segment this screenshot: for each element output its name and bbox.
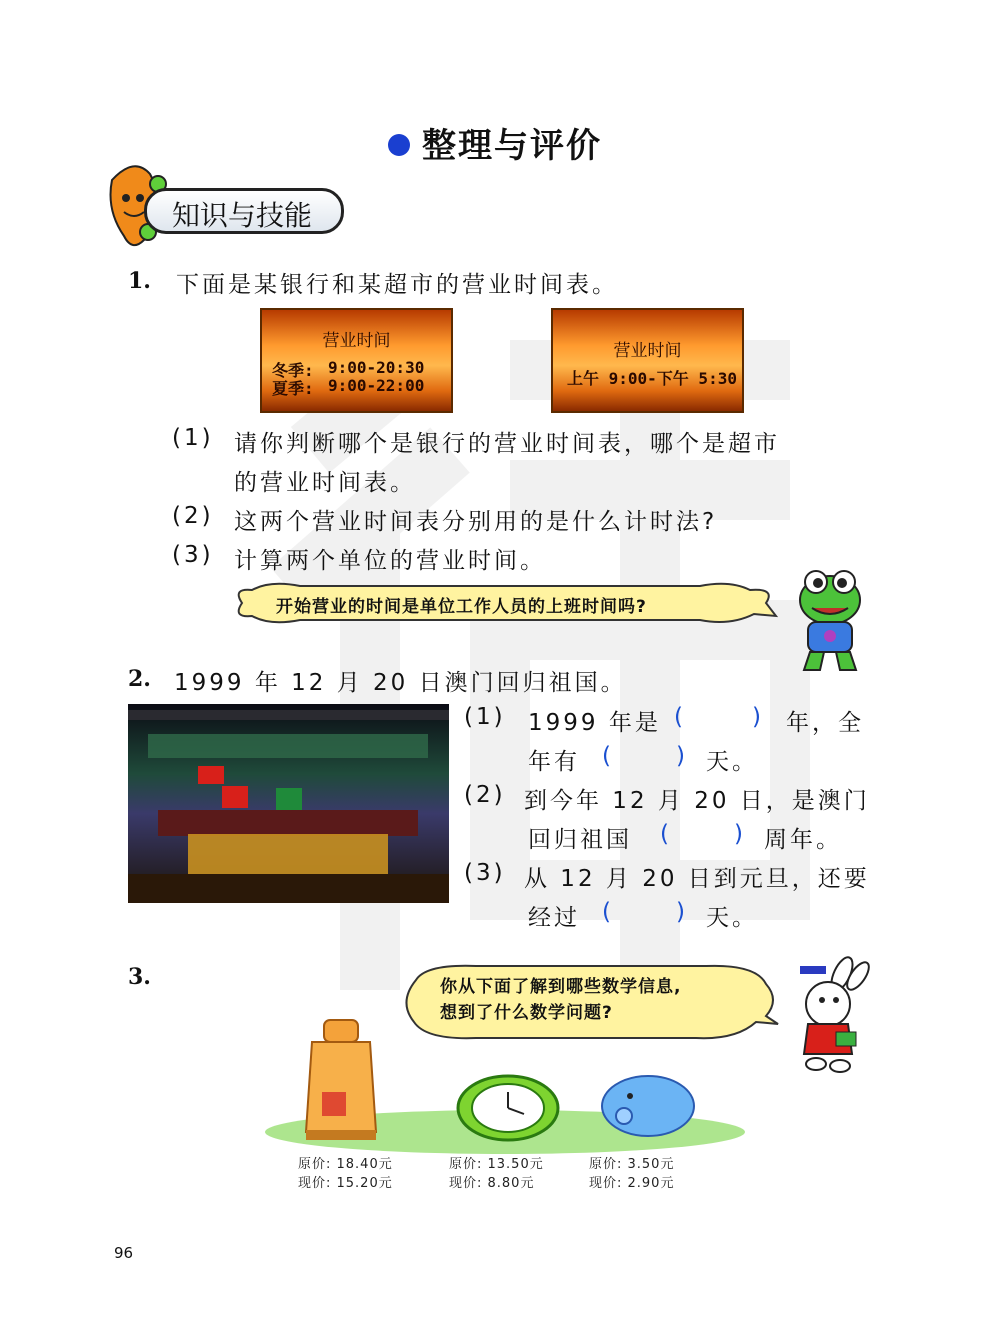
ceremony-photo (128, 704, 449, 903)
blank-open-paren: ( (674, 704, 686, 730)
piggy-bank-icon (602, 1076, 694, 1136)
question-text: 1999 年 12 月 20 日澳门回归祖国。 (174, 670, 627, 696)
subquestion-text: 计算两个单位的营业时间。 (234, 548, 546, 574)
rabbit-mascot-icon (790, 956, 874, 1076)
page-number: 96 (114, 1244, 134, 1262)
subquestion-text: 天。 (706, 905, 758, 931)
board-heading: 营业时间 (322, 331, 391, 351)
page-title: 整理与评价 (388, 118, 602, 167)
current-price: 现价: 15.20元 (298, 1176, 393, 1191)
bubble-text: 你从下面了解到哪些数学信息, (440, 977, 682, 997)
board-row-time: 9:00-20:30 (328, 358, 425, 377)
subquestion-text: 1999 年是 (528, 710, 661, 736)
frog-mascot-icon (786, 566, 876, 676)
blank-open-paren: ( (602, 743, 614, 769)
blank-close-paren: ) (752, 704, 764, 730)
subquestion-text: 从 12 月 20 日到元旦，还要 (524, 866, 870, 892)
subquestion-number: (3) (464, 860, 506, 886)
original-price: 原价: 3.50元 (589, 1157, 675, 1172)
subquestion-text: 的营业时间表。 (234, 470, 416, 496)
price-label (449, 1155, 544, 1193)
subquestion-number: (3) (172, 542, 214, 568)
subquestion-text: 回归祖国 (528, 827, 632, 853)
board-row-label: 夏季: (272, 379, 314, 398)
subquestion-number: (1) (172, 425, 214, 451)
original-price: 原价: 18.40元 (298, 1157, 393, 1172)
board-row-time: 上午 9:00-下午 5:30 (567, 369, 737, 388)
subquestion-text: 天。 (706, 749, 758, 775)
blank-open-paren: ( (660, 821, 672, 847)
blank-open-paren: ( (602, 899, 614, 925)
bullet-icon (388, 134, 410, 156)
section-label: 知识与技能 (172, 199, 313, 232)
original-price: 原价: 13.50元 (449, 1157, 544, 1172)
current-price: 现价: 2.90元 (589, 1176, 675, 1191)
board-row-time: 9:00-22:00 (328, 376, 425, 395)
subquestion-number: (1) (464, 704, 506, 730)
subquestion-number: (2) (172, 503, 214, 529)
price-label (589, 1155, 674, 1193)
subquestion-number: (2) (464, 782, 506, 808)
question-number: 3. (128, 964, 151, 990)
current-price: 现价: 8.80元 (449, 1176, 535, 1191)
section-badge (104, 160, 364, 252)
subquestion-text: 经过 (528, 905, 580, 931)
question-number: 2. (128, 666, 151, 692)
bubble-text: 想到了什么数学问题? (440, 1003, 613, 1023)
blank-close-paren: ) (676, 899, 688, 925)
products-illustration (262, 1012, 748, 1160)
hours-board-2 (551, 308, 744, 413)
price-label (298, 1155, 393, 1193)
subquestion-text: 到今年 12 月 20 日，是澳门 (524, 788, 870, 814)
subquestion-text: 周年。 (764, 827, 842, 853)
hours-board-1 (260, 308, 453, 413)
question-text: 下面是某银行和某超市的营业时间表。 (176, 272, 618, 298)
subquestion-text: 请你判断哪个是银行的营业时间表，哪个是超市 (234, 431, 780, 457)
subquestion-text: 年，全 (786, 710, 864, 736)
board-row-label: 冬季: (272, 361, 314, 380)
blank-close-paren: ) (676, 743, 688, 769)
blank-close-paren: ) (734, 821, 746, 847)
thermos-icon (306, 1020, 376, 1140)
bubble-text: 开始营业的时间是单位工作人员的上班时间吗? (276, 597, 647, 617)
board-heading: 营业时间 (613, 341, 682, 361)
subquestion-text: 年有 (528, 749, 580, 775)
question-number: 1. (128, 268, 151, 294)
subquestion-text: 这两个营业时间表分别用的是什么计时法? (234, 509, 718, 535)
alarm-clock-icon (458, 1076, 558, 1140)
